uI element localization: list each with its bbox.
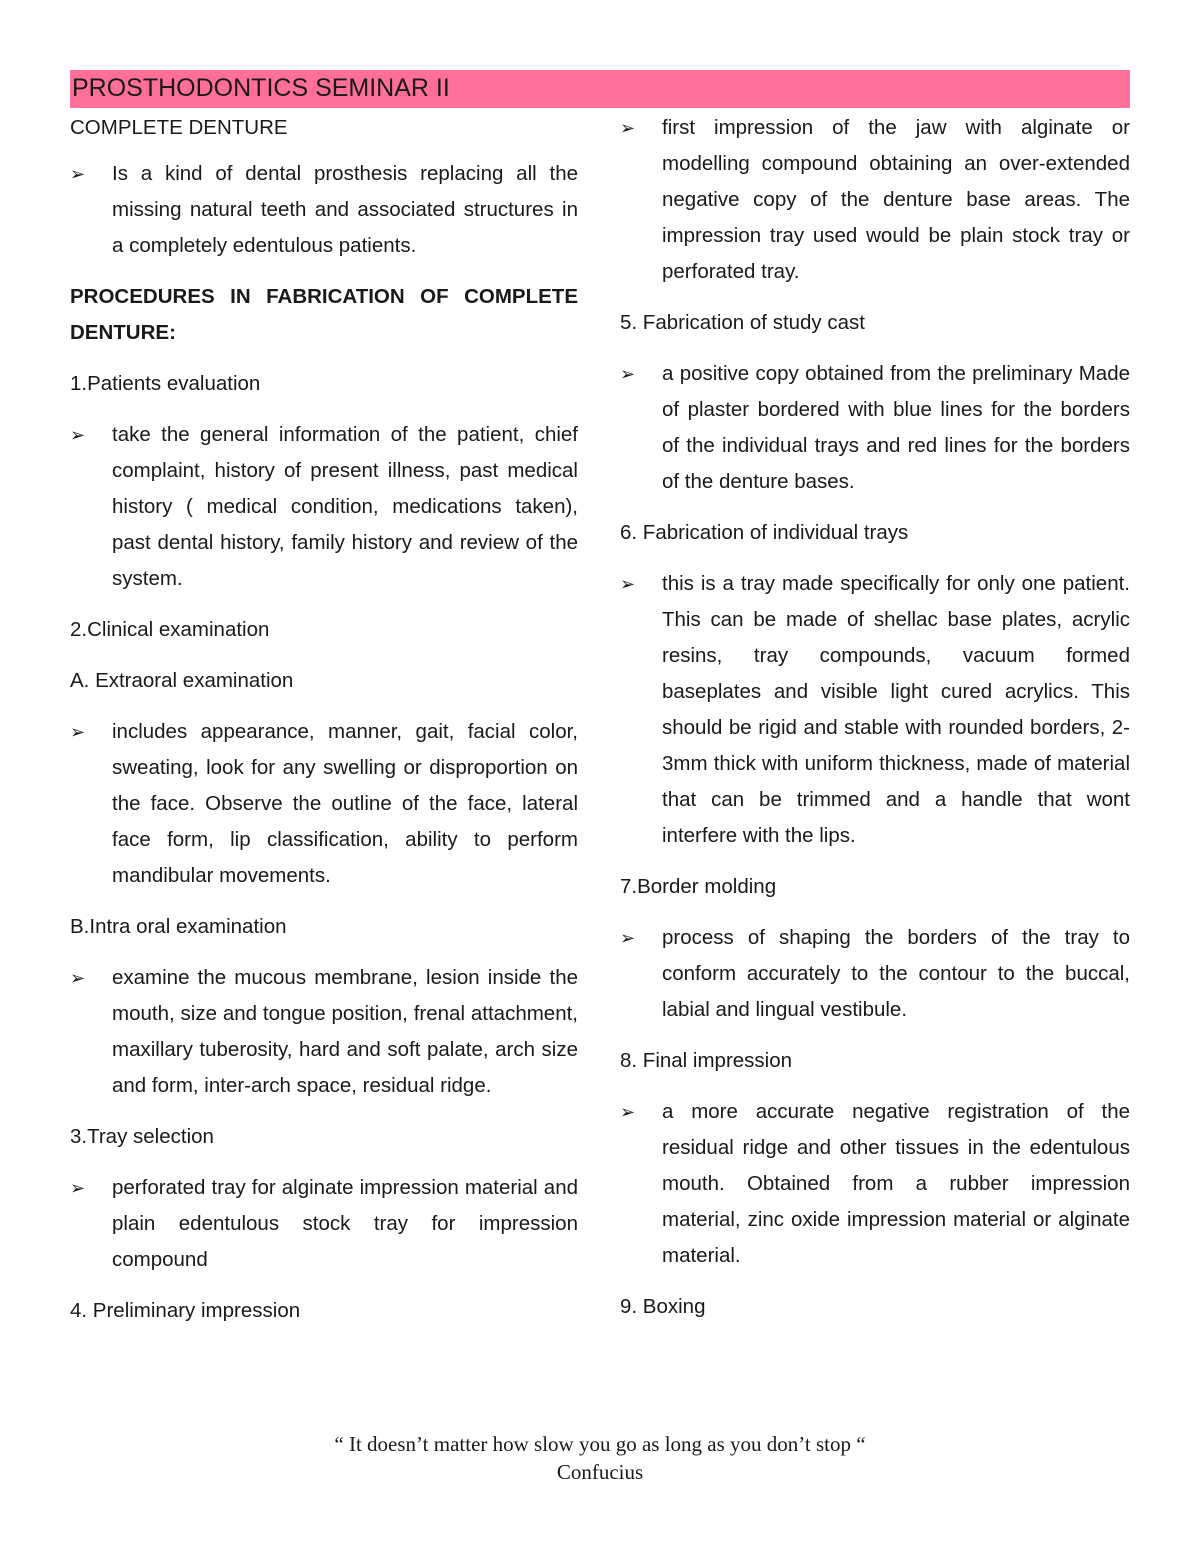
page-title: PROSTHODONTICS SEMINAR II [72,74,450,102]
section-2-heading: 2.Clinical examination [70,618,270,641]
section-7-text: process of shaping the borders of the tray to conform accurately to the contour to the buccal, labial and lingual vestibule. [662,926,1130,1021]
section-2a-bullet [70,714,578,894]
procedures-heading: PROCEDURES IN FABRICATION OF COMPLETE DENTURE: [70,285,578,344]
section-1-heading: 1.Patients evaluation [70,372,261,395]
arrow-bullet-icon: ➢ [620,364,636,384]
section-2b-heading: B.Intra oral examination [70,915,287,938]
quote-author: Confucius [556,1460,644,1484]
arrow-bullet-icon: ➢ [70,164,86,184]
section-3-text: perforated tray for alginate impression material and plain edentulous stock tray for impression compound [112,1176,578,1271]
section-4-bullet [620,110,1130,290]
arrow-bullet-icon: ➢ [70,425,86,445]
right-column [620,110,1130,1325]
section-7-bullet [620,920,1130,1028]
section-3-heading: 3.Tray selection [70,1125,214,1148]
section-7-heading: 7.Border molding [620,875,777,898]
arrow-bullet-icon: ➢ [70,722,86,742]
definition-text: Is a kind of dental prosthesis replacing all the missing natural teeth and associated structures in a completely edentulous patients. [112,162,578,257]
section-6-heading: 6. Fabrication of individual trays [620,521,909,544]
section-5-bullet [620,356,1130,500]
section-8-bullet [620,1094,1130,1274]
section-6-bullet [620,566,1130,854]
arrow-bullet-icon: ➢ [620,1102,636,1122]
complete-denture-heading: COMPLETE DENTURE [70,116,288,139]
section-6-text: this is a tray made specifically for only one patient. This can be made of shellac base plates, acrylic resins, tray compounds, vacuum formed baseplates and visible light cured acrylics. This should be rigid and stable with rounded borders, 2-3mm thick with uniform thickness, made of material that can be trimmed and a handle that wont interfere with the lips. [662,572,1130,847]
section-1-bullet [70,417,578,597]
arrow-bullet-icon: ➢ [70,968,86,988]
arrow-bullet-icon: ➢ [70,1178,86,1198]
quote-text: “ It doesn’t matter how slow you go as long as you don’t stop “ [334,1432,866,1456]
section-2a-text: includes appearance, manner, gait, facial color, sweating, look for any swelling or disproportion on the face. Observe the outline of the face, lateral face form, lip classification, ability to perform mandibular movements. [112,720,578,887]
section-5-heading: 5. Fabrication of study cast [620,311,865,334]
section-4-heading: 4. Preliminary impression [70,1299,301,1322]
arrow-bullet-icon: ➢ [620,928,636,948]
left-column [70,110,578,1329]
section-8-heading: 8. Final impression [620,1049,793,1072]
definition-bullet [70,156,578,264]
section-5-text: a positive copy obtained from the preliminary Made of plaster bordered with blue lines for the borders of the individual trays and red lines for the borders of the denture bases. [662,362,1130,493]
section-2a-heading: A. Extraoral examination [70,669,294,692]
section-3-bullet [70,1170,578,1278]
section-1-text: take the general information of the patient, chief complaint, history of present illness, past medical history ( medical condition, medications taken), past dental history, family history and review of the system. [112,423,578,590]
arrow-bullet-icon: ➢ [620,574,636,594]
title-bar [70,70,1130,108]
section-2b-text: examine the mucous membrane, lesion inside the mouth, size and tongue position, frenal attachment, maxillary tuberosity, hard and soft palate, arch size and form, inter-arch space, residual ridge. [112,966,578,1097]
section-2b-bullet [70,960,578,1104]
section-9-heading: 9. Boxing [620,1295,706,1318]
arrow-bullet-icon: ➢ [620,118,636,138]
section-4-text: first impression of the jaw with alginate or modelling compound obtaining an over-extended negative copy of the denture base areas. The impression tray used would be plain stock tray or perforated tray. [662,116,1130,283]
section-8-text: a more accurate negative registration of the residual ridge and other tissues in the edentulous mouth. Obtained from a rubber impression material, zinc oxide impression material or alginate material. [662,1100,1130,1267]
